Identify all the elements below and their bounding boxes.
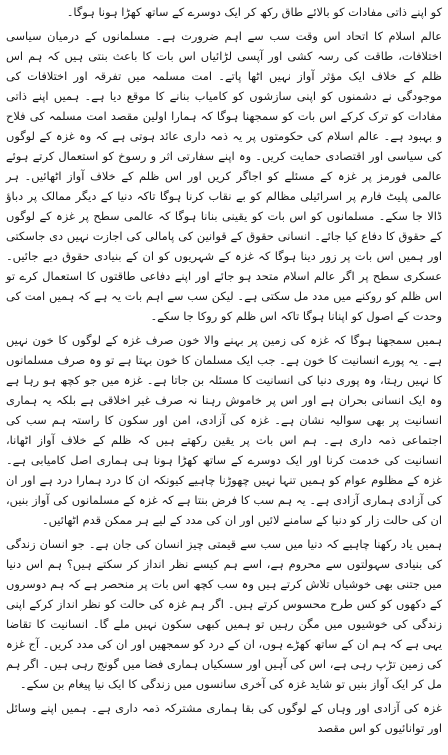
paragraph-shared-responsibility: غزہ کی آزادی اور وہاں کے لوگوں کی بقا ہماری مشترکہ ذمہ داری ہے۔ ہمیں اپنے وسائل اور توانائیوں کو اس مقصد bbox=[6, 701, 442, 735]
paragraph-value-of-life: ہمیں یاد رکھنا چاہیے کہ دنیا میں سب سے قیمتی چیز انسان کی جان ہے۔ جو انسان زندگی کی بنیادی سہولتوں سے محروم ہے، اسے ہم کیسے نظر انداز کر سکتے ہیں؟ ہم اس دنیا میں جتنی بھی خوشیاں تلاش کرتے ہیں وہ سب کچھ اس بات پر منحصر ہے کہ ہم دوسروں کے دکھوں کو کس طرح محسوس کرتے ہیں۔ اگر ہم غزہ کی حالت کو نظر انداز کرکے اپنی زندگی کی خوشیوں میں مگن رہیں تو ہمیں کبھی سکون نہیں ملے گا۔ انسانیت کا تقاضا یہی ہے کہ ہم ان کے ساتھ کھڑے ہوں، ان کے درد کو سمجھیں اور ان کی مدد کریں۔ آج غزہ کی زمین تڑپ رہی ہے، اس کی آہیں اور سسکیاں ہماری فضا میں گونج رہی ہیں۔ اگر ہم مل کر ایک آواز بنیں تو شاید غزہ کی آخری سانسوں میں زندگی کا ایک نیا پیغام بن سکے۔ bbox=[6, 537, 442, 691]
paragraph-intro: کو اپنے ذاتی مفادات کو بالائے طاق رکھ کر ایک دوسرے کے ساتھ کھڑا ہونا ہوگا۔ bbox=[66, 5, 442, 19]
paragraph-humanity: ہمیں سمجھنا ہوگا کہ غزہ کی زمین پر بہنے والا خون صرف غزہ کے لوگوں کا خون نہیں ہے۔ یہ پورے انسانیت کا خون ہے۔ جب ایک مسلمان کا خون بہتا ہے تو وہ صرف مسلمانوں کا نہیں رہتا، وہ پوری دنیا کی انسانیت کا مسئلہ بن جاتا ہے۔ غزہ میں جو کچھ ہو رہا ہے وہ ایک انسانی بحران ہے اور اس پر خاموش رہنا نہ صرف غیر اخلاقی ہے بلکہ یہ ہماری انسانیت پر بھی سوالیہ نشان ہے۔ غزہ کی آزادی، امن اور سکون کا راستہ ہم سب کی اجتماعی ذمہ داری ہے۔ ہم اس بات پر یقین رکھتے ہیں کہ ظلم کے خلاف آواز اٹھانا، انسانیت کی خدمت کرنا اور ایک دوسرے کے ساتھ کھڑا ہونا ہی ہماری اصل کامیابی ہے۔ غزہ کے مظلوم عوام کو ہمیں تنہا نہیں چھوڑنا چاہیے کیونکہ ان کا درد ہمارا درد ہے اور ان کی آزادی ہماری آزادی ہے۔ یہ ہم سب کا فرض بنتا ہے کہ غزہ کے مسلمانوں کی آواز بنیں، ان کی حالت زار کو دنیا کے سامنے لائیں اور ان کی مدد کے لیے ہر ممکن قدم اٹھائیں۔ bbox=[6, 333, 442, 527]
paragraph-islamic-unity: عالم اسلام کا اتحاد اس وقت سب سے اہم ضرورت ہے۔ مسلمانوں کے درمیان سیاسی اختلافات، طاقت کی رسہ کشی اور آپسی لڑائیاں اس بات کا باعث بنتی ہیں کہ ہم اس ظلم کے خلاف ایک مؤثر آواز نہیں اٹھا پاتے۔ امت مسلمہ میں تفرقہ اور اختلافات کی موجودگی نے دشمنوں کو اپنی سازشوں کو کامیاب بنانے کا موقع دیا ہے۔ ہمیں اپنے ذاتی مفادات کو ترک کرکے اس بات کو سمجھنا ہوگا کہ ہمارا اولین مقصد امت مسلمہ کی فلاح و بہبود ہے۔ عالم اسلام کی حکومتوں پر یہ ذمہ داری عائد ہوتی ہے کہ وہ غزہ کے لوگوں کی سیاسی اور اقتصادی حمایت کریں۔ وہ اپنے سفارتی اثر و رسوخ کو استعمال کرتے ہوئے عالمی فورمز پر غزہ کے مسئلے کو اجاگر کریں اور اس ظلم کے خلاف آواز اٹھائیں۔ ہر عالمی پلیٹ فارم پر اسرائیلی مظالم کو بے نقاب کرنا ہوگا تاکہ دنیا کے دیگر ممالک پر دباؤ ڈالا جا سکے۔ مسلمانوں کو اس بات کو یقینی بنانا ہوگا کہ عالمی سطح پر غزہ کے لوگوں کے حقوق کا دفاع کیا جائے۔ انسانی حقوق کے قوانین کی پامالی کی اجازت نہیں دی جاسکتی اور ہمیں اس بات پر زور دینا ہوگا کہ غزہ کے شہریوں کو ان کے بنیادی حقوق دیے جائیں۔ عسکری سطح پر اگر عالم اسلام متحد ہو جائے اور اپنے دفاعی طاقتوں کا استعمال کرے تو اس ظلم کو روکنے میں مدد مل سکتی ہے۔ لیکن سب سے اہم بات یہ ہے کہ ہمیں امت کی وحدت کے اصول کو اپنانا ہوگا تاکہ اس ظلم کو روکا جا سکے۔ bbox=[6, 29, 442, 323]
